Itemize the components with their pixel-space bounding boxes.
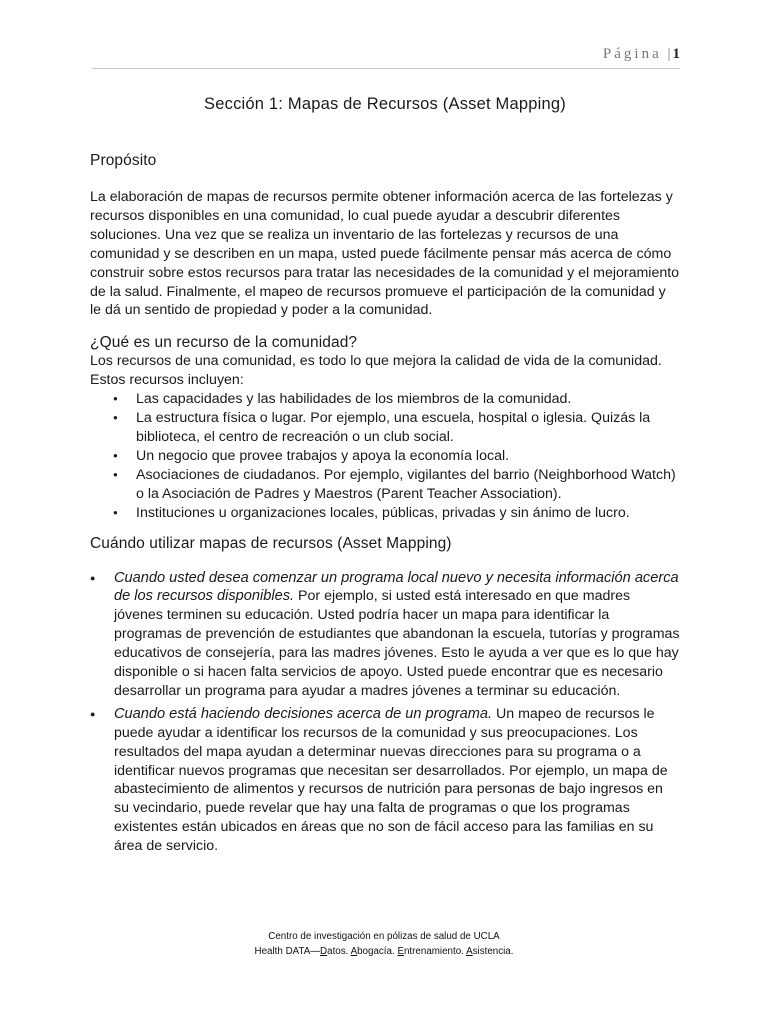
purpose-heading: Propósito [90, 152, 157, 169]
list-item: ● Las capacidades y las habilidades de los miembros de la comunidad. [113, 390, 680, 409]
item-lead: Cuando usted desea comenzar un programa local nuevo y necesita información acerca de los recursos disponibles. [114, 569, 679, 605]
footer-word: atos. [327, 945, 349, 957]
footer-prefix: Health DATA— [254, 945, 321, 957]
purpose-paragraph: La elaboración de mapas de recursos permite obtener información acerca de las fortelezas y recursos disponibles en una comunidad, lo cual puede ayudar a descubrir diferentes soluciones. Una vez que se realiza un inventario de las fortelezas y recursos de una comunidad y se describen en un mapa, usted puede fácilmente pensar más acerca de cómo construir sobre estos recursos para tratar las necesidades de la comunidad y el mejoramiento de la salud. Finalmente, el mapeo de recursos promueve el participación de la comunidad y le dá un sentido de propiedad y poder a la comunidad. [90, 189, 680, 319]
page-footer [0, 930, 768, 959]
list-item: ● Asociaciones de ciudadanos. Por ejemplo, vigilantes del barrio (Neighborhood Watch) o la Asociación de Padres y Maestros (Parent Teacher Association). [113, 466, 680, 504]
when-heading: Cuándo utilizar mapas de recursos (Asset Mapping) [90, 534, 452, 552]
section-title: Sección 1: Mapas de Recursos (Asset Mapping) [204, 95, 566, 113]
footer-initial: A [466, 945, 473, 957]
footer-word: ntrenamiento. [403, 945, 464, 957]
list-item [90, 705, 680, 856]
resource-intro: Los recursos de una comunidad, es todo lo que mejora la calidad de vida de la comunidad. Estos recursos incluyen: [90, 353, 662, 389]
page-header [92, 46, 680, 69]
footer-org: Centro de investigación en pólizas de salud de UCLA [268, 931, 500, 942]
list-item [90, 569, 680, 701]
footer-initial: D [320, 945, 328, 957]
resource-list [113, 390, 680, 522]
footer-initial: E [397, 945, 404, 957]
when-list [90, 569, 680, 857]
footer-word: bogacía. [357, 945, 395, 957]
document-body [90, 95, 680, 860]
resource-heading: ¿Qué es un recurso de la comunidad? [90, 334, 358, 352]
list-item: ● La estructura física o lugar. Por ejemplo, una escuela, hospital o iglesia. Quizás la biblioteca, el centro de recreación o un club social. [113, 409, 680, 447]
footer-initial: A [350, 945, 358, 957]
page-number: 1 [672, 46, 680, 62]
footer-word: sistencia. [472, 945, 514, 957]
item-lead: Cuando está haciendo decisiones acerca de un programa. [114, 705, 493, 722]
list-item: ● Un negocio que provee trabajos y apoya la economía local. [113, 447, 680, 466]
item-text: Por ejemplo, si usted está interesado en que madres jóvenes terminen su educación. Usted podría hacer un mapa para identificar la programas de prevención de estudiantes que abandonan la escuela, tutorías y programas educativos de consejería, para las madres jóvenes. Esto le ayuda a ver que es lo que hay disponible o si hacen falta servicios de apoyo. Usted puede encontrar que es necesario desarrollar un programa para ayudar a madres jóvenes a terminar su educación. [114, 588, 680, 699]
page-separator: | [667, 46, 671, 62]
page-label: Página [602, 46, 662, 62]
footer-tagline [0, 945, 768, 960]
list-item: ● Instituciones u organizaciones locales, públicas, privadas y sin ánimo de lucro. [113, 504, 680, 523]
item-text: Un mapeo de recursos le puede ayudar a identificar los recursos de la comunidad y sus preocupaciones. Los resultados del mapa ayudan a determinar nuevas direcciones para su programa o a identificar nuevos programas que necesitan ser desarrollados. Por ejemplo, un mapa de abastecimiento de alimentos y recursos de nutrición para personas de bajo ingresos en su vecindario, puede revelar que hay una falta de programas o que los programas existentes están ubicados en áreas que no son de fácil acceso para las familias en su área de servicio. [114, 705, 668, 855]
